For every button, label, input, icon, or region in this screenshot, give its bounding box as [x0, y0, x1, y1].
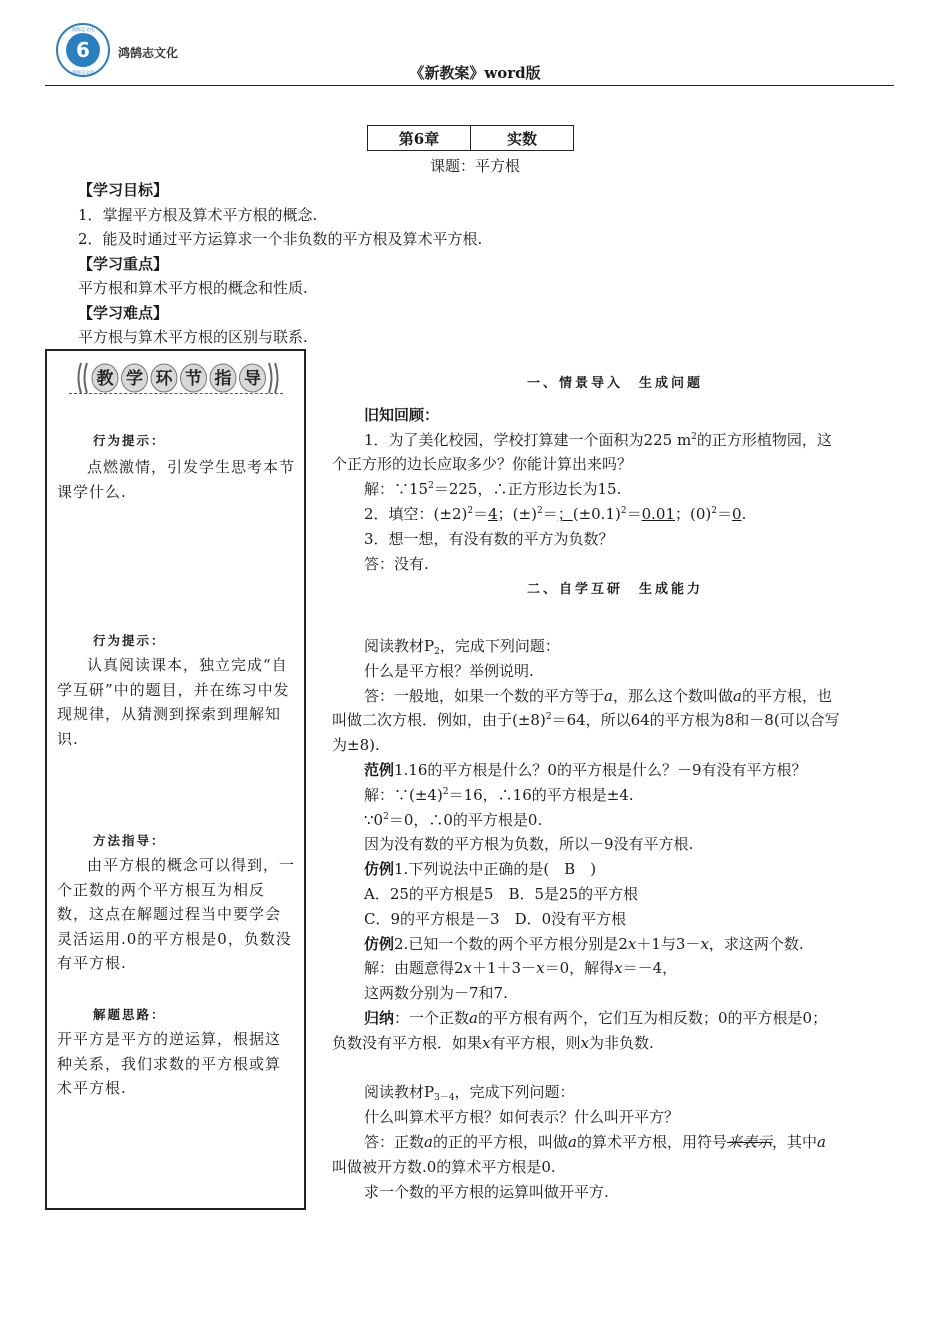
main-content — [332, 372, 898, 1204]
tip4-text: 开平方是平方的逆运算，根据这种关系，我们求数的平方根或算术平方根. — [57, 1030, 282, 1097]
question1-line1: 1．为了美化校园，学校打算建一个面积为225 $m^2$的正方形植物园，这 — [364, 430, 832, 449]
reading-task-1: 阅读教材$P_2$，完成下列问题： — [364, 636, 560, 657]
answer3: 答：没有. — [364, 554, 429, 573]
banner-chars — [92, 364, 266, 392]
follow-up-1: 仿例1.下列说法中正确的是( B ) — [364, 860, 597, 879]
follow-up-1-options-ab: A．25的平方根是5 B．5是25的平方根 — [364, 884, 639, 903]
tip4-heading: 解题思路： — [93, 1007, 166, 1022]
banner-char: 节 — [185, 369, 202, 389]
tip3-text: 由平方根的概念可以得到，一个正数的两个平方根互为相反数，这点在解题过程当中要学会灵活运用.0的平方根是0，负数没有平方根. — [57, 856, 296, 972]
example1-solution1: 解：$\because(\pm 4)^2=16$，∴16的平方根是±4. — [364, 785, 634, 804]
chapter-name: 实数 — [470, 126, 573, 150]
reading-task-2: 阅读教材$P_{3-4}$，完成下列问题： — [364, 1083, 575, 1104]
key-point-text: 平方根和算术平方根的概念和性质. — [78, 279, 308, 297]
goals-heading: 【学习目标】 — [78, 181, 169, 199]
definition-line1: 答：一般地，如果一个数的平方等于a，那么这个数叫做a的平方根，也 — [364, 686, 832, 705]
difficulty-text: 平方根与算术平方根的区别与联系. — [78, 328, 308, 346]
logo-ring-top: 鸿鹄志文化 — [71, 28, 95, 33]
question2-fill-blank: 2．填空：$(\pm 2)^2=4$；$(\pm)^2=$；$(\pm 0.1)^2=0.01$；$(0)^2=0$. — [364, 504, 747, 523]
goal-item: 1．掌握平方根及算术平方根的概念. — [78, 205, 318, 224]
definition-line3: 为±8). — [332, 736, 380, 755]
goal-item: 2．能及时通过平方运算求一个非负数的平方根及算术平方根. — [78, 230, 483, 248]
example1-solution2: $\because 0^2=0$，∴0的平方根是0. — [364, 810, 543, 829]
chapter-box — [367, 125, 574, 151]
tip2-text: 认真阅读课本，独立完成“自学互研”中的题目，并在练习中发现规律，从猜测到探索到理解知识. — [57, 656, 290, 748]
banner-char: 教 — [96, 369, 114, 389]
example1-solution3: 因为没有数的平方根为负数，所以－9没有平方根. — [364, 835, 694, 854]
teaching-guide-banner — [75, 359, 281, 397]
section2-heading: 二、自学互研 生成能力 — [526, 582, 703, 598]
summary-line2: 负数没有平方根．如果x有平方根，则x为非负数. — [332, 1033, 654, 1052]
follow-up-2-solution: 解：由题意得2x＋1＋3－x＝0，解得x＝－4， — [364, 959, 678, 978]
question-arithmetic-sqrt: 什么叫算术平方根？如何表示？什么叫开平方？ — [364, 1108, 680, 1127]
square-root-operation: 求一个数的平方根的运算叫做开平方. — [364, 1182, 609, 1201]
follow-up-2-result: 这两数分别为－7和7. — [364, 984, 508, 1003]
tip1-text: 点燃激情，引发学生思考本节课学什么. — [57, 458, 296, 501]
tip2-heading: 行为提示： — [93, 633, 166, 648]
banner-char: 学 — [126, 369, 143, 389]
difficulty-heading: 【学习难点】 — [78, 303, 169, 322]
lesson-title: 课题：平方根 — [429, 157, 520, 175]
chapter-number: 第6章 — [398, 129, 440, 148]
solution1: 解：$\because 15^2=225$，∴正方形边长为15. — [364, 480, 622, 499]
teaching-guide-sidebar — [45, 349, 306, 1210]
brand-name: 鸿鹄志文化 — [118, 46, 179, 60]
review-label: 旧知回顾： — [364, 405, 440, 424]
logo-mark: 6 — [76, 38, 90, 62]
tip3-heading: 方法指导： — [93, 833, 166, 848]
follow-up-1-options-cd: C．9的平方根是－3 D．0没有平方根 — [364, 909, 627, 928]
arithmetic-def-line1: 答：正数a的正的平方根，叫做a的算术平方根，用符号来表示，其中a — [364, 1132, 826, 1151]
header-divider — [45, 85, 894, 86]
header-title: 《新教案》word版 — [409, 64, 541, 82]
banner-char: 指 — [214, 369, 232, 389]
banner-char: 环 — [155, 369, 173, 389]
question-what-is-sqrt: 什么是平方根？举例说明. — [364, 661, 534, 680]
key-points-heading: 【学习重点】 — [78, 254, 169, 273]
section1-heading: 一、情景导入 生成问题 — [526, 376, 703, 391]
follow-up-2: 仿例2.已知一个数的两个平方根分别是2x＋1与3－x，求这两个数. — [364, 934, 804, 953]
example1: 范例1.16的平方根是什么？0的平方根是什么？－9有没有平方根？ — [364, 760, 807, 779]
question3: 3．想一想，有没有数的平方为负数？ — [364, 529, 614, 548]
banner-char: 导 — [244, 369, 261, 389]
tip1-heading: 行为提示： — [93, 433, 166, 448]
banner-divider — [69, 393, 283, 394]
learning-goals — [78, 178, 898, 350]
summary-line1: 归纳：一个正数a的平方根有两个，它们互为相反数；0的平方根是0； — [364, 1008, 828, 1027]
definition-line2: 叫做二次方根．例如，由于$(\pm 8)^2=64$，所以64的平方根为8和－8(可以合写 — [332, 711, 840, 730]
arithmetic-def-line2: 叫做被开方数.0的算术平方根是0. — [332, 1157, 556, 1176]
question1-line2: 个正方形的边长应取多少？你能计算出来吗？ — [332, 455, 633, 474]
logo-ring-bottom: 鸿鹄志文化 — [71, 71, 95, 76]
